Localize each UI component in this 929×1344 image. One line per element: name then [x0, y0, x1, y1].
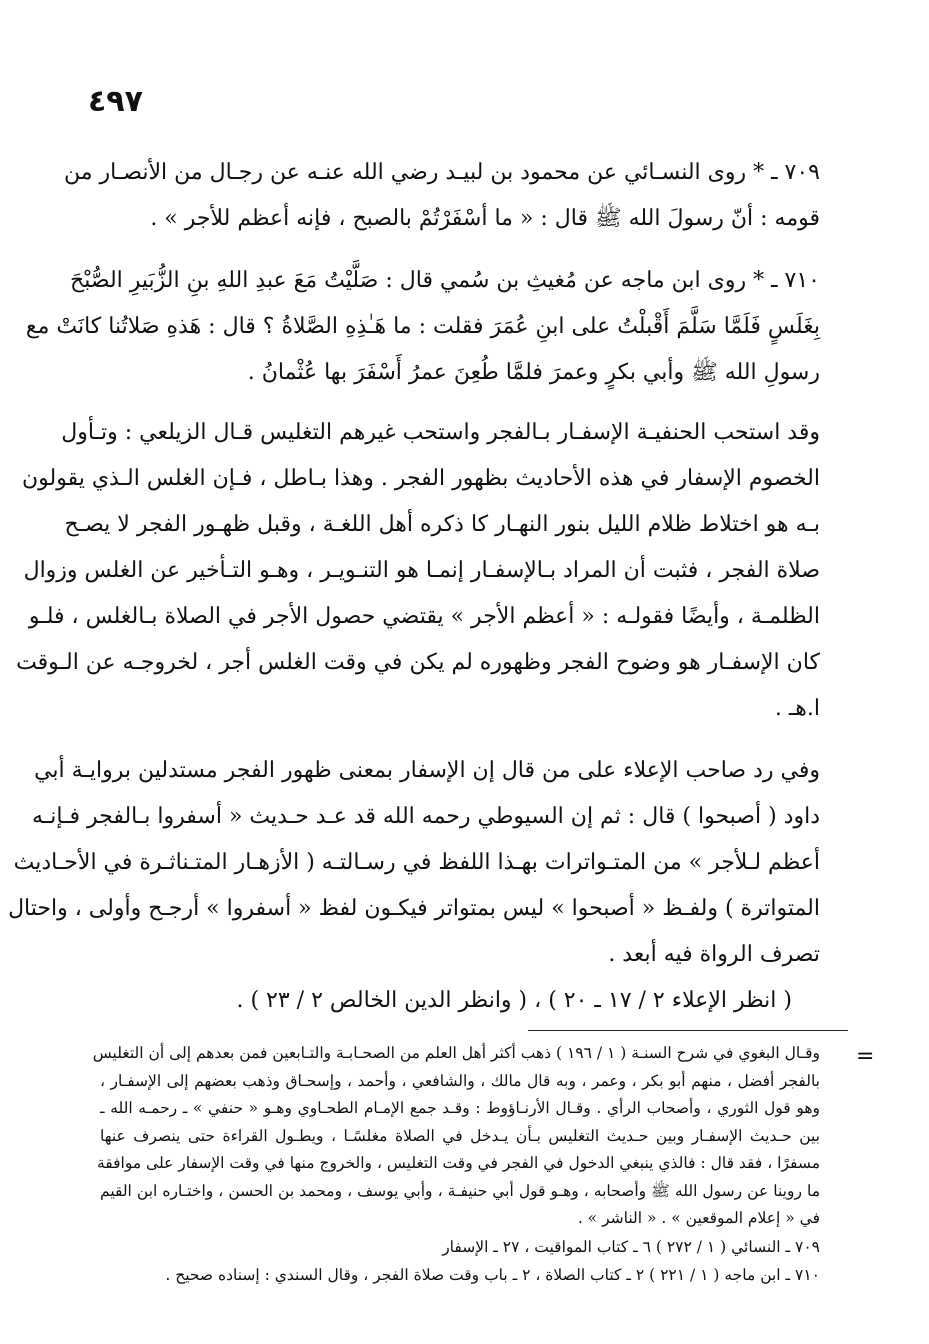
footnote-line: في « إعلام الموقعين » . « الناشر » .: [577, 1209, 820, 1227]
text-line: كان الإسفـار هو وضوح الفجر وظهوره لم يكن في وقت الغلس أجر ، لخروجـه عن الـوقت: [16, 650, 820, 675]
footnote-line: وهو قول الثوري ، وأصحاب الرأي . وقـال الأرنـاؤوط : وقـد جمع الإمـام الطحـاوي وهـو « حنفي » ـ رحمـه الله ـ: [100, 1099, 820, 1117]
page-number: ٤٩٧: [88, 84, 143, 119]
footnote-line: ما روينا عن رسول الله ﷺ وأصحابه ، وهـو قول أبي حنيفـة ، وأبي يوسف ، ومحمد بن الحسن ، واختـاره ابن القيم: [100, 1181, 820, 1200]
text-line: أعظم لـلأجر » من المتـواترات بهـذا اللفظ في رسـالتـه ( الأزهـار المتـناثـرة في الأحـاديث: [13, 850, 820, 875]
footnote-line: مسفرًا ، فقد قال : فالذي ينبغي الدخول في الفجر في وقت التغليس ، والخروج منها في وقت الإسفار على موافقة: [96, 1154, 820, 1172]
text-line: ٧٠٩ ـ * روى النسـائي عن محمود بن لبيـد رضي الله عنـه عن رجـال من الأنصـار من: [64, 160, 820, 185]
paragraph-hanafi: [16, 410, 820, 732]
text-line: داود ( أصبحوا ) قال : ثم إن السيوطي رحمه الله قد عـد حـديث « أسفروا بـالفجر فـإنـه: [31, 804, 820, 829]
footnotes: [92, 1040, 820, 1289]
text-line: المتواترة ) ولفـظ « أصبحوا » ليس بمتواتر فيكـون لفظ « أسفروا » أرجـح وأولى ، واحتال: [8, 896, 820, 921]
footnote-ref-710: ٧١٠ ـ ابن ماجه ( ١ / ٢٢١ ) ٢ ـ كتاب الصلاة ، ٢ ـ باب وقت صلاة الفجر ، وقال السندي : إسناده صحيح .: [165, 1265, 820, 1284]
text-line: صلاة الفجر ، فثبت أن المراد بـالإسفـار إنمـا هو التنـويـر ، وهـو التـأخير عن الغلس وزوال: [23, 558, 820, 583]
footnote-continuation-mark: =: [856, 1044, 875, 1069]
text-line: بِغَلَسٍ فَلَمَّا سَلَّمَ أَقْبلْتُ على ابنِ عُمَرَ فقلت : ما هَـٰذِهِ الصَّلاةُ ؟ قال : هَذهِ صَلاتُنا كانَتْ مع: [25, 314, 820, 339]
text-line: وقد استحب الحنفيـة الإسفـار بـالفجر واستحب غيرهم التغليس قـال الزيلعي : وتـأول: [61, 420, 820, 445]
footnote-line: بين حـديث الإسفـار وبين حـديث التغليس بـأن يـدخل في الصلاة مغلسًـا ، ويطـول القراءة حتى ينصرف عنها: [100, 1126, 820, 1145]
text-line: ٧١٠ ـ * روى ابن ماجه عن مُغيثِ بن سُمي قال : صَلَّيْتُ مَعَ عبدِ اللهِ بنِ الزُّبَيرِ الصُّبْحَ: [70, 268, 820, 293]
text-line: ا.هـ .: [774, 696, 820, 721]
footnote-line: وقـال البغوي في شرح السنـة ( ١ / ١٩٦ ) ذهب أكثر أهل العلم من الصحـابـة والتـابعين فمن بعدهم إلى أن التغليس: [92, 1044, 820, 1062]
text-line: الظلمـة ، وأيضًا فقولـه : « أعظم الأجر » يقتضي حصول الأجر في الصلاة بـالغلس ، فلـو: [28, 604, 820, 629]
text-line: الخصوم الإسفار في هذه الأحاديث بظهور الفجر . وهذا بـاطل ، فـإن الغلس الـذي يقولون: [21, 466, 820, 491]
footnote-ref-709: ٧٠٩ ـ النسائي ( ١ / ٢٧٢ ) ٦ ـ كتاب المواقيت ، ٢٧ ـ الإسفار: [442, 1237, 820, 1256]
footnote-rule: [528, 1030, 848, 1031]
text-line: وفي رد صاحب الإعلاء على من قال إن الإسفار بمعنى ظهور الفجر مستدلين بروايـة أبي: [34, 758, 820, 783]
text-line: تصرف الرواة فيه أبعد .: [608, 942, 820, 967]
hadith-710: [25, 258, 820, 396]
paragraph-ilaa: [8, 748, 820, 1024]
hadith-709: [64, 150, 820, 242]
text-line: بـه هو اختلاط ظلام الليل بنور النهـار كا ذكره أهل اللغـة ، وقبل ظهـور الفجر لا يصـح: [64, 512, 820, 537]
reference-line: ( انظر الإعلاء ٢ / ١٧ ـ ٢٠ ) ، ( وانظر الدين الخالص ٢ / ٢٣ ) .: [236, 988, 792, 1013]
text-line: قومه : أنّ رسولَ الله ﷺ قال : « ما أسْفَرْتُمْ بالصبح ، فإنه أعظم للأجر » .: [150, 206, 820, 231]
text-line: رسولِ الله ﷺ وأبي بكرٍ وعمرَ فلمَّا طُعِنَ عمرُ أَسْفَرَ بها عُثْمانُ .: [247, 360, 820, 385]
footnote-line: بالفجر أفضل ، منهم أبو بكر ، وعمر ، وبه قال مالك ، والشافعي ، وأحمد ، وإسحـاق وذهب بعضهم إلى الإسفـار ،: [100, 1071, 820, 1090]
